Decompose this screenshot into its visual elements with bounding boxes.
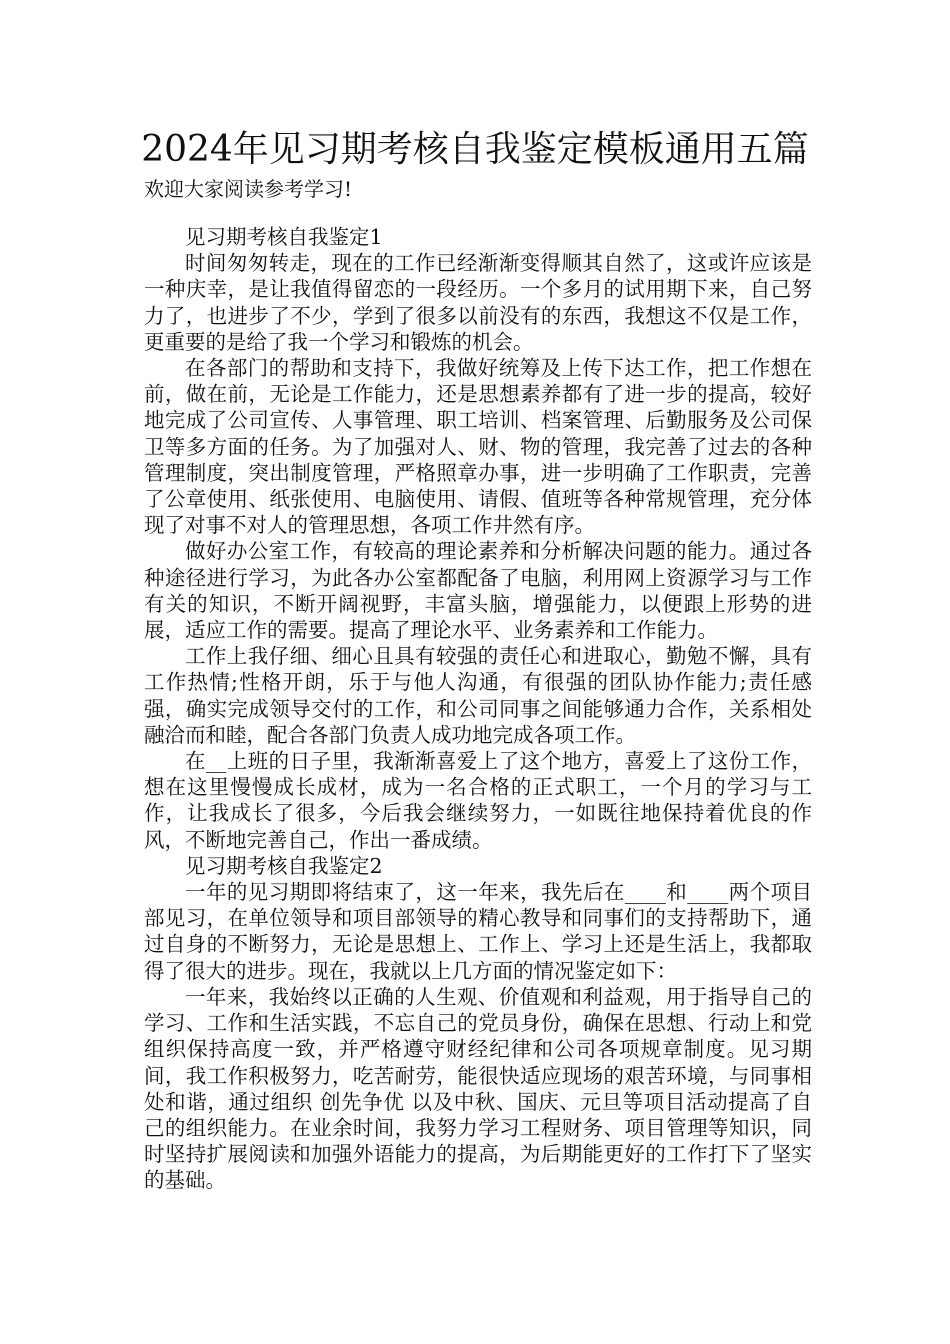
paragraph: 做好办公室工作，有较高的理论素养和分析解决问题的能力。通过各种途径进行学习，为此各办公室都配备了电脑，利用网上资源学习与工作有关的知识，不断开阔视野，丰富头脑，增强能力，以便跟上形势的进展，适应工作的需要。提高了理论水平、业务素养和工作能力。 [144, 539, 812, 643]
paragraph: 一年来，我始终以正确的人生观、价值观和利益观，用于指导自己的学习、工作和生活实践，不忘自己的党员身份，确保在思想、行动上和党组织保持高度一致，并严格遵守财经纪律和公司各项规章制度。见习期间，我工作积极努力，吃苦耐劳，能很快适应现场的艰苦环境，与同事相处和谐，通过组织 创先争优 以及中秋、国庆、元旦等项目活动提高了自己的组织能力。在业余时间，我努力学习工程财务、项目管理等知识，同时坚持扩展阅读和加强外语能力的提高，为后期能更好的工作打下了坚实的基础。 [144, 984, 812, 1193]
paragraph: 一年的见习期即将结束了，这一年来，我先后在____和____两个项目部见习，在单位领导和项目部领导的精心教导和同事们的支持帮助下，通过自身的不断努力，无论是思想上、工作上、学习上还是生活上，我都取得了很大的进步。现在，我就以上几方面的情况鉴定如下： [144, 880, 812, 983]
document-title: 2024年见习期考核自我鉴定模板通用五篇 [141, 129, 809, 170]
section-heading: 见习期考核自我鉴定2 [185, 853, 383, 878]
intro-line: 欢迎大家阅读参考学习! [144, 177, 353, 201]
paragraph: 在__上班的日子里，我渐渐喜爱上了这个地方，喜爱上了这份工作，想在这里慢慢成长成材，成为一名合格的正式职工，一个月的学习与工作，让我成长了很多，今后我会继续努力，一如既往地保持着优良的作风，不断地完善自己，作出一番成绩。 [144, 749, 812, 852]
document-body [144, 224, 812, 1194]
paragraph: 时间匆匆转走，现在的工作已经渐渐变得顺其自然了，这或许应该是一种庆幸，是让我值得留恋的一段经历。一个多月的试用期下来，自己努力了，也进步了不少，学到了很多以前没有的东西，我想这不仅是工作，更重要的是给了我一个学习和锻炼的机会。 [144, 251, 812, 354]
paragraph: 工作上我仔细、细心且具有较强的责任心和进取心，勤勉不懈，具有工作热情;性格开朗，乐于与他人沟通，有很强的团队协作能力;责任感强，确实完成领导交付的工作，和公司同事之间能够通力合作，关系相处融洽而和睦，配合各部门负责人成功地完成各项工作。 [144, 644, 812, 747]
section-heading: 见习期考核自我鉴定1 [185, 225, 383, 249]
paragraph: 在各部门的帮助和支持下，我做好统筹及上传下达工作，把工作想在前，做在前，无论是工作能力，还是思想素养都有了进一步的提高，较好地完成了公司宣传、人事管理、职工培训、档案管理、后勤服务及公司保卫等多方面的任务。为了加强对人、财、物的管理，我完善了过去的各种管理制度，突出制度管理，严格照章办事，进一步明确了工作职责，完善了公章使用、纸张使用、电脑使用、请假、值班等各种常规管理，充分体现了对事不对人的管理思想，各项工作井然有序。 [144, 356, 812, 538]
